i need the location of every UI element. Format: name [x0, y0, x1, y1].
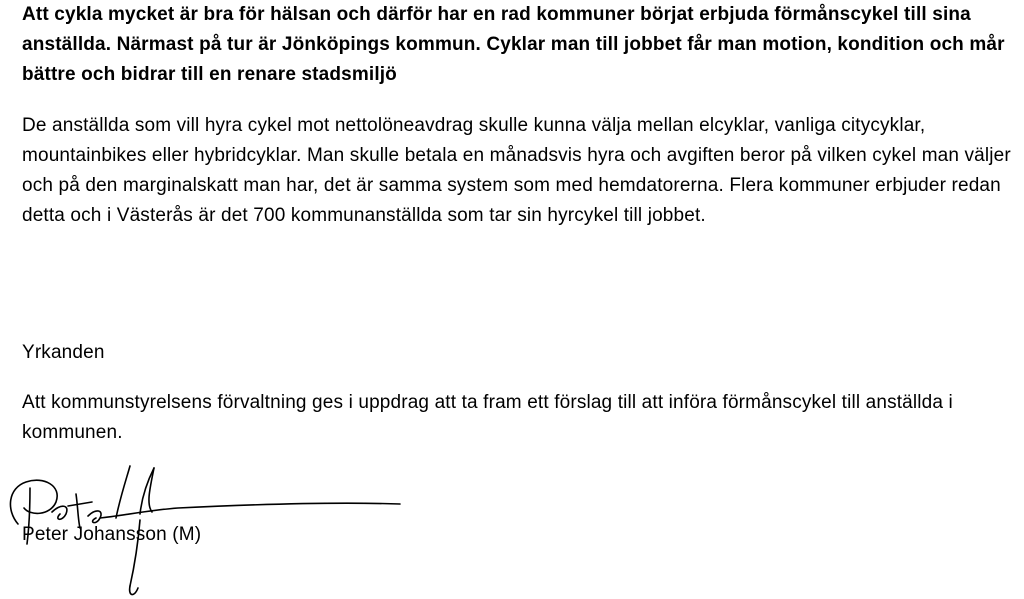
signature-block [0, 458, 460, 599]
claim-paragraph: Att kommunstyrelsens förvaltning ges i uppdrag att ta fram ett förslag till att införa förmånscykel till anställda i kommunen. [22, 392, 953, 443]
body-paragraph: De anställda som vill hyra cykel mot nettolöneavdrag skulle kunna välja mellan elcyklar, vanliga citycyklar, mountainbikes eller hybridcyklar. Man skulle betala en månadsvis hyra och avgiften beror på vilken cykel man väljer och på den marginalskatt man har, det är samma system som med hemdatorerna. Flera kommuner erbjuder redan detta och i Västerås är det 700 kommunanställda som tar sin hyrcykel till jobbet. [22, 115, 1011, 226]
section-heading: Yrkanden [22, 342, 105, 363]
signer-name: Peter Johansson (M) [22, 524, 202, 545]
intro-paragraph: Att cykla mycket är bra för hälsan och därför har en rad kommuner börjat erbjuda förmånscykel till sina anställda. Närmast på tur är Jönköpings kommun. Cyklar man till jobbet får man motion, kondition och mår bättre och bidrar till en renare stadsmiljö [22, 4, 1005, 85]
